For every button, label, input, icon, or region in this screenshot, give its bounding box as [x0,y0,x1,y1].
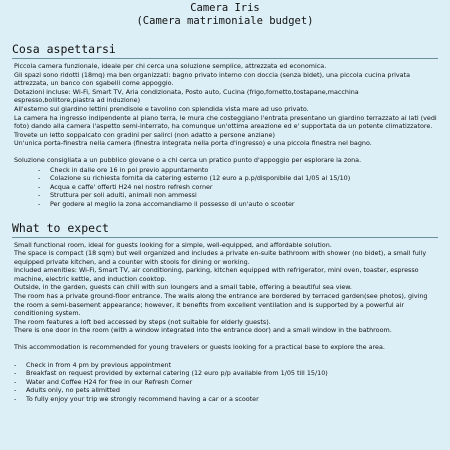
italian-closing: Soluzione consigliata a un pubblico giovane o a chi cerca un pratico punto d'appoggio per esplorare la zona. [14,155,362,164]
english-paragraph: There is one door in the room (with a window integrated into the entrance door) and a small window in the bathroom. [14,326,392,335]
english-paragraph: Outside, in the garden, guests can chill with sun loungers and a small table, offering a beautiful sea view. [14,283,352,292]
italian-section-heading: Cosa aspettarsi [12,42,116,56]
list-item: - Breakfast on request provided by external catering (12 euro p/p available from 1/05 till 15/10) [14,369,438,378]
room-name: Camera Iris [190,2,260,14]
italian-paragraph: Dotazioni incluse: Wi-Fi, Smart TV, Aria condizionata, Posto auto, Cucina (frigo,fornetto,tostapane,macchina espresso,bollitore,piastra ad induzione) [14,87,359,105]
list-item: - Check in from 4 pm by previous appointment [14,361,438,370]
list-item: - Struttura per soli adulti, animali non ammessi [38,191,438,200]
english-heading-rule [12,237,438,238]
english-paragraph: The room has a private ground-floor entrance. The walls along the entrance are bordered by terraced garden(see photos), giving the room a semi-basement appearance; however, it benefits from excellent ventilation and is supported by a powerful air conditioning system. [14,292,428,318]
list-item: - Check in dalle ore 16 in poi previo appuntamento [38,166,438,175]
list-item: - Colazione su richiesta fornita da catering esterno (12 euro a p.p/disponibile dal 1/05 al 15/10) [38,174,438,183]
italian-paragraph: Piccola camera funzionale, ideale per chi cerca una soluzione semplice, attrezzata ed economica. [14,62,327,70]
italian-paragraph: Gli spazi sono ridotti (18mq) ma ben organizzati: bagno privato interno con doccia (senza bidet), una piccola cucina privata attrezzata, un banco con sgabelli come appoggio. [14,70,410,88]
italian-paragraph: All'esterno sul giardino lettini prendisole e tavolino con splendida vista mare ad uso privato. [14,104,309,113]
english-paragraph: Small functional room, ideal for guests looking for a simple, well-equipped, and affordable solution. [14,240,332,249]
document-title [0,2,450,28]
list-item: - Per godere al meglio la zona accomandiamo il possesso di un'auto o scooter [38,200,438,209]
english-paragraph: The space is compact (18 sqm) but well organized and includes a private en-suite bathroom with shower (no bidet), a small fully equipped private kitchen, and a counter with stools for dining or working. [14,249,427,266]
english-paragraph: Included amenities: Wi-Fi, Smart TV, air conditioning, parking, kitchen equipped with refrigerator, mini oven, toaster, espresso machine, electric kettle, and induction cooktop. [14,266,419,283]
list-item: - Acqua e caffe' offerti H24 nel nostro refresh corner [38,183,438,192]
italian-bullet-list [14,166,438,209]
list-item: - To fully enjoy your trip we strongly recommend having a car or a scooter [14,395,438,404]
italian-paragraph: Un'unica porta-finestra nella camera (finestra integrata nella porta d'ingresso) e una piccola finestra nel bagno. [14,139,372,148]
italian-paragraph: La camera ha ingresso indipendente al piano terra, le mura che costeggiano l'entrata presentano un giardino terrazzato ai lati (vedi foto) dando alla camera l'aspetto semi-interrato, ha comunque un'ottima areazione ed e' supportata da un potente climatizzatore. [14,113,437,131]
list-item: - Water and Coffee H24 for free in our Refresh Corner [14,378,438,387]
list-item: - Adults only, no pets allmitted [14,386,438,395]
english-description [14,241,438,404]
english-closing: This accommodation is recommended for young travelers or guests looking for a practical base to explore the area. [14,343,385,352]
italian-description [14,62,438,209]
english-paragraph: The room features a loft bed accessed by steps (not suitable for elderly guests). [14,317,271,326]
english-bullet-list [14,361,438,404]
italian-paragraph: Trovete un letto soppalcato con gradini per salirci (non adatto a persone anziane) [14,130,275,139]
english-section-heading: What to expect [12,220,109,235]
italian-heading-rule [12,58,438,59]
room-subtitle: (Camera matrimoniale budget) [136,15,314,27]
